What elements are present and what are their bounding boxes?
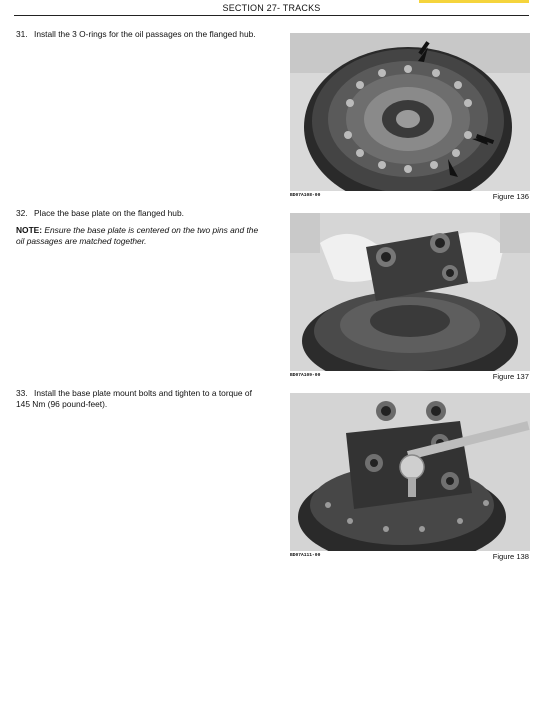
photo-o-rings-on-flanged-hub-icon [290,33,530,191]
step-text: Place the base plate on the flanged hub. [34,208,184,218]
note-label: NOTE: [16,225,43,235]
figure-code: BD07A108-00 [290,193,321,198]
figure-code: BD07A109-00 [290,373,321,378]
step-text: Install the base plate mount bolts and tighten to a torque of 145 Nm (96 pound-feet). [16,388,252,409]
note-text: Ensure the base plate is centered on the two pins and the oil passages are matched together. [16,225,259,246]
section-title: SECTION 27- TRACKS [222,3,321,13]
figure-138-photo [290,393,530,551]
figure-137-photo [290,213,530,371]
header-divider [14,15,529,16]
step-number: 32. [16,208,28,218]
step-text: Install the 3 O-rings for the oil passages on the flanged hub. [34,29,256,39]
step-32-note [16,225,262,247]
figure-caption: Figure 136 [492,192,529,201]
page-header [0,0,543,16]
photo-torque-wrench-on-bolts-icon [290,393,530,551]
step-number: 31. [16,29,28,39]
step-number: 33. [16,388,28,398]
step-33 [16,388,262,410]
figure-136-photo [290,33,530,191]
step-32 [16,208,262,219]
step-31 [16,29,262,40]
photo-base-plate-placement-icon [290,213,530,371]
figure-caption: Figure 138 [492,552,529,561]
figure-code: BD07A111-00 [290,553,321,558]
figure-caption: Figure 137 [492,372,529,381]
